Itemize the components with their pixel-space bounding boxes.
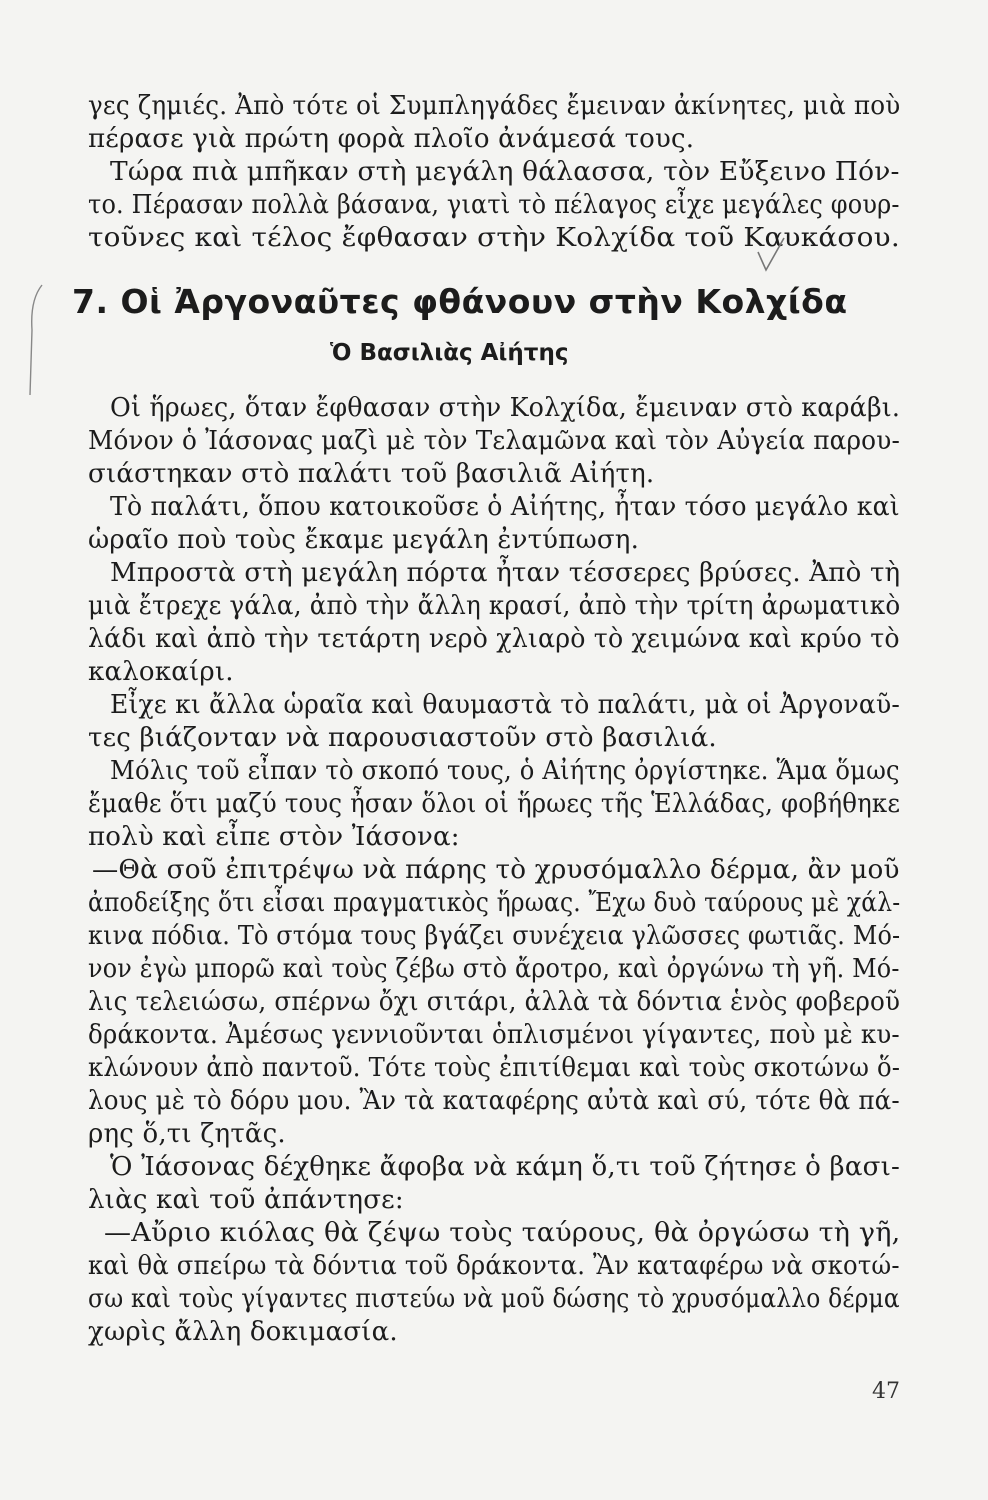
text-line: Μόνον ὁ Ἰάσονας μαζὶ μὲ τὸν Τελαμῶνα καὶ τὸν Αὐγεία παρου- [88,426,900,456]
text-line: πολὺ καὶ εἶπε στὸν Ἰάσονα: [88,822,460,852]
text-line: πέρασε γιὰ πρώτη φορὰ πλοῖο ἀνάμεσά τους. [88,124,695,154]
text-line: κλώνουν ἀπὸ παντοῦ. Τότε τοὺς ἐπιτίθεμαι καὶ τοὺς σκοτώνω ὅ- [88,1053,901,1083]
text-line: Τὸ παλάτι, ὅπου κατοικοῦσε ὁ Αἰήτης, ἦταν τόσο μεγάλο καὶ [110,492,900,522]
text-line: —Αὔριο κιόλας θὰ ζέψω τοὺς ταύρους, θὰ ὀργώσω τὴ γῆ, [104,1218,901,1248]
text-line: σω καὶ τοὺς γίγαντες πιστεύω νὰ μοῦ δώσης τὸ χρυσόμαλλο δέρμα [88,1284,900,1314]
text-line: κινα πόδια. Τὸ στόμα τους βγάζει συνέχεια γλῶσσες φωτιᾶς. Μό- [88,921,901,951]
text-line: ὡραῖο ποὺ τοὺς ἔκαμε μεγάλη ἐντύπωση. [88,525,640,555]
text-line: λάδι καὶ ἀπὸ τὴν τετάρτη νερὸ χλιαρὸ τὸ χειμώνα καὶ κρύο τὸ [88,624,900,654]
text-line: Εἶχε κι ἄλλα ὡραῖα καὶ θαυμαστὰ τὸ παλάτι, μὰ οἱ Ἀργοναῦ- [110,690,900,720]
text-line: το. Πέρασαν πολλὰ βάσανα, γιατὶ τὸ πέλαγος εἶχε μεγάλες φουρ- [88,190,900,220]
pencil-bracket-mark [30,285,42,395]
text-line: τοῦνες καὶ τέλος ἔφθασαν στὴν Κολχίδα τοῦ Καυκάσου. [88,223,900,253]
text-line: σιάστηκαν στὸ παλάτι τοῦ βασιλιᾶ Αἰήτη. [88,459,655,489]
text-line: Τώρα πιὰ μπῆκαν στὴ μεγάλη θάλασσα, τὸν Εὔξεινο Πόν- [110,157,900,187]
text-line: τες βιάζονταν νὰ παρουσιαστοῦν στὸ βασιλιά. [88,723,717,753]
text-line: λους μὲ τὸ δόρυ μου. Ἂν τὰ καταφέρης αὐτὰ καὶ σύ, τότε θὰ πά- [88,1086,900,1116]
text-line: ἀποδείξης ὅτι εἶσαι πραγματικὸς ἥρωας. Ἔχω δυὸ ταύρους μὲ χάλ- [88,888,901,918]
text-line: δράκοντα. Ἀμέσως γεννιοῦνται ὁπλισμένοι γίγαντες, ποὺ μὲ κυ- [88,1020,900,1050]
text-line: Μπροστὰ στὴ μεγάλη πόρτα ἦταν τέσσερες βρύσες. Ἀπὸ τὴ [110,558,901,588]
chapter-heading: 7. Οἱ Ἀργοναῦτες φθάνουν στὴν Κολχίδα [72,282,848,321]
text-line: νον ἐγὼ μπορῶ καὶ τοὺς ζέβω στὸ ἄροτρο, καὶ ὀργώνω τὴ γῆ. Μό- [88,954,900,984]
text-line: ρης ὅ,τι ζητᾶς. [88,1119,286,1149]
text-line: Μόλις τοῦ εἶπαν τὸ σκοπό τους, ὁ Αἰήτης ὀργίστηκε. Ἅμα ὅμως [110,756,900,786]
text-line: Ὁ Ἰάσονας δέχθηκε ἄφοβα νὰ κάμη ὅ,τι τοῦ ζήτησε ὁ βασι- [110,1152,901,1182]
text-line: χωρὶς ἄλλη δοκιμασία. [88,1317,398,1347]
text-line: —Θὰ σοῦ ἐπιτρέψω νὰ πάρης τὸ χρυσόμαλλο δέρμα, ἂν μοῦ [92,855,900,885]
text-line: λιὰς καὶ τοῦ ἀπάντησε: [88,1185,404,1215]
text-line: γες ζημιές. Ἀπὸ τότε οἱ Συμπληγάδες ἔμειναν ἀκίνητες, μιὰ ποὺ [88,91,901,121]
text-line: καὶ θὰ σπείρω τὰ δόντια τοῦ δράκοντα. Ἂν καταφέρω νὰ σκοτώ- [88,1251,900,1281]
text-line: καλοκαίρι. [88,657,234,687]
text-line: λις τελειώσω, σπέρνω ὄχι σιτάρι, ἀλλὰ τὰ δόντια ἑνὸς φοβεροῦ [88,987,901,1017]
page-number: 47 [872,1379,900,1404]
chapter-subheading: Ὁ Βασιλιὰς Αἰήτης [330,340,569,366]
text-line: μιὰ ἔτρεχε γάλα, ἀπὸ τὴν ἄλλη κρασί, ἀπὸ τὴν τρίτη ἀρωματικὸ [88,591,901,621]
text-line: Οἱ ἥρωες, ὅταν ἔφθασαν στὴν Κολχίδα, ἔμειναν στὸ καράβι. [110,393,901,423]
text-line: ἔμαθε ὅτι μαζύ τους ἦσαν ὅλοι οἱ ἥρωες τῆς Ἑλλάδας, φοβήθηκε [88,789,901,819]
